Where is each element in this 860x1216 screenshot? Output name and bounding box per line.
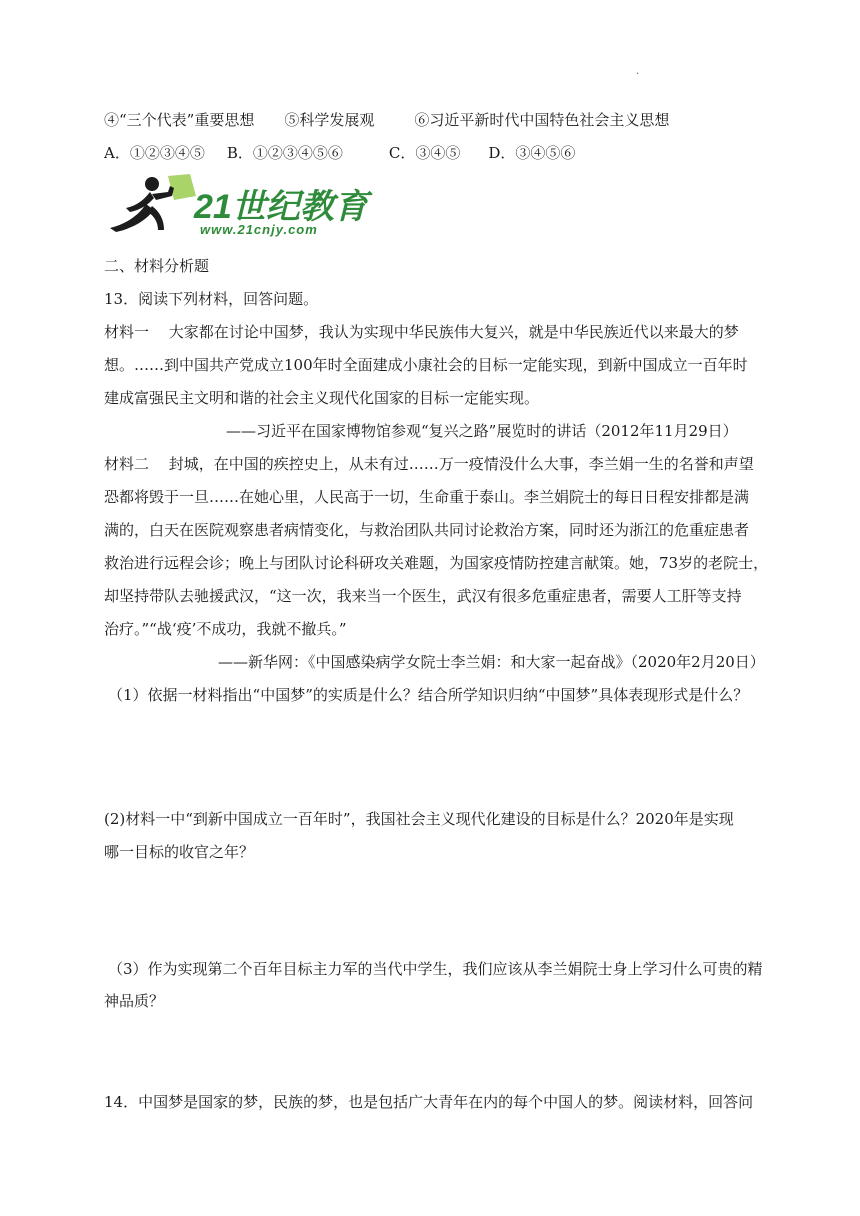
21cnjy-logo	[106, 172, 396, 238]
question14-stem: 14．中国梦是国家的梦，民族的梦，也是包括广大青年在内的每个中国人的梦。阅读材料，回答问	[104, 1093, 754, 1111]
question13-sub2-line2: 哪一目标的收官之年？	[104, 843, 255, 861]
answer-d: D．③④⑤⑥	[488, 144, 576, 162]
logo-url-text: www.21cnjy.com	[200, 222, 318, 237]
question13-sub1: （1）依据一材料指出“中国梦”的实质是什么？结合所学知识归纳“中国梦”具体表现形式是什么？	[108, 686, 749, 704]
question12-answers-line	[104, 143, 575, 163]
material2-line: 恐都将毁于一旦……在她心里，人民高于一切，生命重于泰山。李兰娟院士的每日日程安排都是满	[104, 488, 750, 506]
section-heading: 二、材料分析题	[104, 257, 210, 275]
question13-sub2-line1: (2)材料一中“到新中国成立一百年时”，我国社会主义现代化建设的目标是什么？2020年是实现	[104, 810, 734, 828]
material2-line: 材料二 封城，在中国的疾控史上，从未有过……万一疫情没什么大事，李兰娟一生的名誉和声望	[104, 455, 754, 473]
material1-source: ——习近平在国家博物馆参观“复兴之路”展览时的讲话（2012年11月29日）	[226, 422, 738, 440]
page-marker-dot: .	[636, 66, 640, 77]
question13-stem: 13．阅读下列材料，回答问题。	[104, 290, 319, 308]
material2-source: ——新华网：《中国感染病学女院士李兰娟：和大家一起奋战》（2020年2月20日）	[218, 653, 765, 671]
answer-c: C．③④⑤	[388, 144, 461, 162]
option-5: ⑤科学发展观	[284, 111, 375, 129]
material2-line: 满的，白天在医院观察患者病情变化，与救治团队共同讨论救治方案，同时还为浙江的危重症患者	[104, 521, 750, 539]
answer-b: B．①②③④⑤⑥	[226, 144, 343, 162]
option-4: ④“三个代表”重要思想	[104, 111, 255, 129]
answer-a: A．①②③④⑤	[104, 144, 205, 162]
question13-sub3-line1: （3）作为实现第二个百年目标主力军的当代中学生，我们应该从李兰娟院士身上学习什么可贵的精	[108, 960, 763, 978]
material1-line: 想。……到中国共产党成立100年时全面建成小康社会的目标一定能实现，到新中国成立一百年时	[104, 356, 748, 374]
material1-line: 建成富强民主文明和谐的社会主义现代化国家的目标一定能实现。	[104, 389, 540, 407]
material2-line: 治疗。”“战‘疫’不成功，我就不撤兵。”	[104, 620, 347, 638]
material2-line: 却坚持带队去驰援武汉，“这一次，我来当一个医生，武汉有很多危重症患者，需要人工肝等支持	[104, 587, 742, 605]
material1-line: 材料一 大家都在讨论中国梦，我认为实现中华民族伟大复兴，就是中华民族近代以来最大的梦	[104, 323, 739, 341]
question13-sub3-line2: 神品质？	[104, 992, 165, 1010]
question12-options-line	[104, 110, 669, 130]
logo-brand-text: 21世纪教育	[194, 188, 368, 226]
option-6: ⑥习近平新时代中国特色社会主义思想	[414, 111, 670, 129]
material2-line: 救治进行远程会诊；晚上与团队讨论科研攻关难题，为国家疫情防控建言献策。她，73岁的老院士，	[104, 554, 769, 572]
